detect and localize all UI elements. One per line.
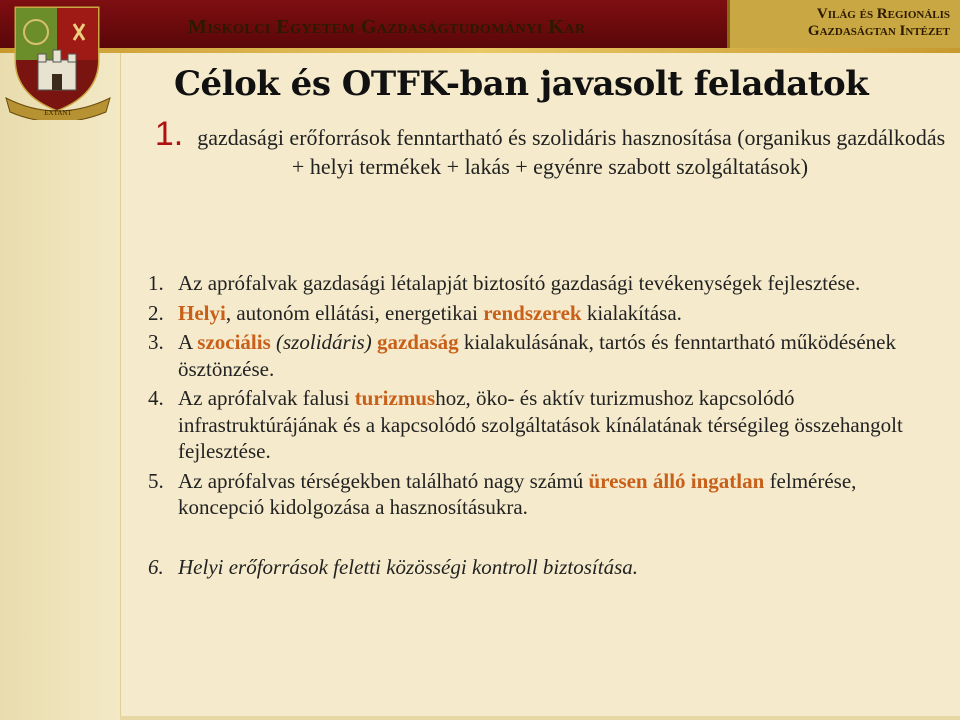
slide-title: Célok és OTFK-ban javasolt feladatok xyxy=(174,64,869,104)
list-item-text xyxy=(178,270,938,297)
list-item-text xyxy=(178,554,938,581)
list-item-text xyxy=(178,468,938,521)
institute-title xyxy=(808,6,950,40)
list-item xyxy=(148,468,938,521)
footer-line xyxy=(120,716,960,720)
highlight-term: gazdaság xyxy=(376,330,459,354)
highlight-term: rendszerek xyxy=(483,300,582,325)
highlight-term: turizmus xyxy=(354,386,436,410)
institute-title-line1: Világ és Regionális xyxy=(816,6,950,22)
header-gold-stripe xyxy=(0,48,960,53)
text-segment: felmérése, koncepció kidolgozása a hasznosításukra. xyxy=(178,468,857,519)
highlight-term: Helyi xyxy=(178,300,226,325)
list-item-number: 6. xyxy=(148,554,164,579)
list-item xyxy=(148,554,938,581)
university-crest-icon xyxy=(2,2,114,120)
task-list xyxy=(148,270,938,583)
list-item xyxy=(148,385,938,465)
institute-title-line2: Gazdaságtan Intézet xyxy=(807,23,950,39)
list-item-text xyxy=(178,300,938,327)
text-segment: kialakulásának, tartós és fenntartható működésének ösztönzése. xyxy=(178,330,896,381)
text-segment: Az aprófalvak gazdasági létalapját biztosító gazdasági tevékenységek fejlesztése. xyxy=(178,271,861,295)
list-item xyxy=(148,270,938,297)
list-item-number: 5. xyxy=(148,468,164,493)
highlight-term: szociális xyxy=(197,330,271,354)
list-item-number: 3. xyxy=(148,330,164,354)
text-segment: , autonóm ellátási, energetikai xyxy=(225,300,484,325)
text-segment: kialakítása. xyxy=(581,300,682,325)
list-item-text xyxy=(178,329,938,382)
crest-motto: EXTANT xyxy=(44,109,72,117)
intro-paragraph xyxy=(150,115,950,181)
text-segment: A xyxy=(178,330,198,354)
list-item-number: 1. xyxy=(148,271,164,295)
intro-text: gazdasági erőforrások fenntartható és szolidáris hasznosítása (organikus gazdálkodás + helyi termékek + lakás + egyénre szabott szolgáltatások) xyxy=(197,125,946,179)
list-item xyxy=(148,329,938,382)
list-spacer xyxy=(148,524,938,554)
italic-segment: Helyi erőforrások feletti közösségi kontroll biztosítása. xyxy=(178,554,639,579)
list-item-text xyxy=(178,385,938,465)
list-item xyxy=(148,300,938,327)
text-segment: hoz, öko- és aktív turizmushoz kapcsolódó infrastruktúrájának és a kapcsolódó szolgáltatások kínálatának térségileg összehangolt fejlesztése. xyxy=(178,386,903,463)
italic-segment: (szolidáris) xyxy=(270,330,377,354)
text-segment: Az aprófalvak falusi xyxy=(178,386,355,410)
list-item-number: 2. xyxy=(148,300,164,325)
intro-number: 1. xyxy=(154,115,184,153)
list-item-number: 4. xyxy=(148,386,164,410)
faculty-title: Miskolci Egyetem Gazdaságtudományi Kar xyxy=(188,16,586,38)
highlight-term: üresen álló ingatlan xyxy=(588,468,765,493)
text-segment: Az aprófalvas térségekben található nagy számú xyxy=(178,468,589,493)
